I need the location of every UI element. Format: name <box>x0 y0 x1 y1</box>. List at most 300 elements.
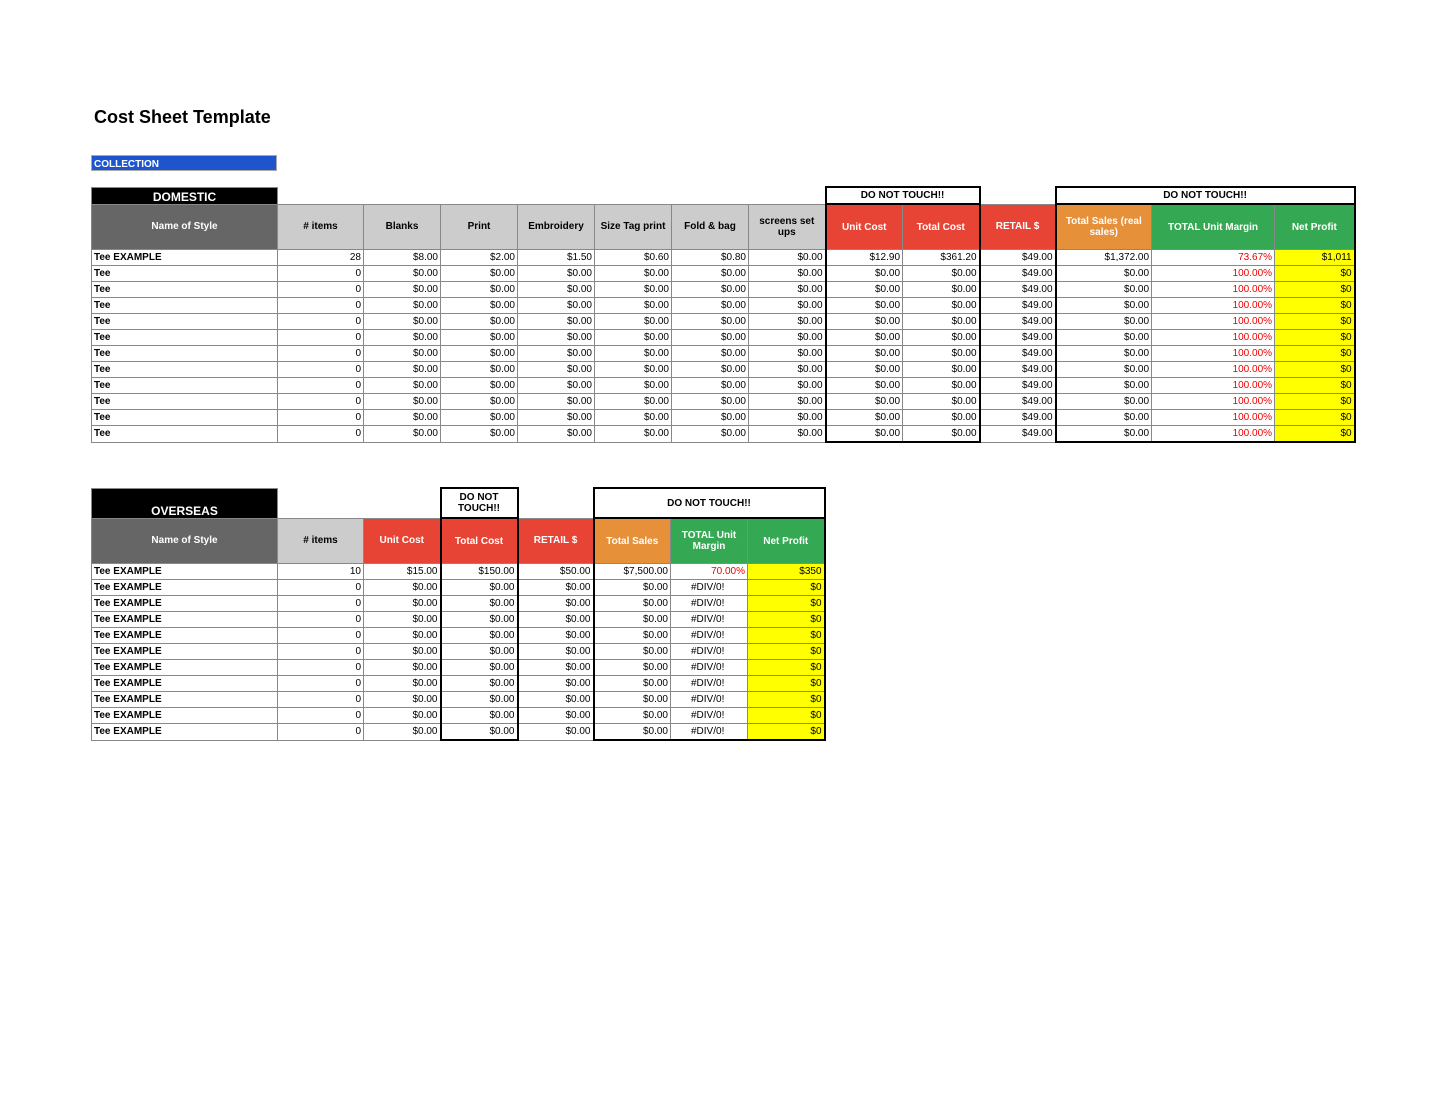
table-cell[interactable]: 100.00% <box>1152 346 1275 362</box>
table-cell[interactable]: $0 <box>1275 362 1355 378</box>
column-header[interactable]: Print <box>441 204 518 250</box>
table-row <box>92 628 825 644</box>
table-cell[interactable]: $0.00 <box>518 692 594 708</box>
column-header[interactable]: screens set ups <box>749 204 826 250</box>
table-cell[interactable]: $0.00 <box>364 378 441 394</box>
table-cell[interactable]: $0.00 <box>594 596 671 612</box>
table-cell[interactable]: Tee EXAMPLE <box>92 628 278 644</box>
table-cell[interactable]: 0 <box>278 580 364 596</box>
table-cell[interactable]: $0 <box>748 724 825 741</box>
table-cell[interactable]: $0.00 <box>364 346 441 362</box>
table-cell[interactable]: $49.00 <box>980 394 1056 410</box>
table-cell[interactable]: $0.00 <box>441 724 518 741</box>
table-cell[interactable]: $0.00 <box>749 346 826 362</box>
table-cell[interactable]: $0.00 <box>441 708 518 724</box>
table-cell[interactable]: $0.00 <box>749 266 826 282</box>
table-cell[interactable]: $0.00 <box>364 708 441 724</box>
table-cell[interactable]: 100.00% <box>1152 426 1275 443</box>
table-cell[interactable]: $0.00 <box>441 266 518 282</box>
table-cell[interactable]: $49.00 <box>980 426 1056 443</box>
table-cell[interactable]: $0.00 <box>749 378 826 394</box>
table-cell[interactable]: 0 <box>278 612 364 628</box>
table-cell[interactable]: $0.00 <box>594 628 671 644</box>
table-cell[interactable]: $0.00 <box>518 708 594 724</box>
table-cell[interactable]: $0.00 <box>749 282 826 298</box>
table-cell[interactable]: $0.00 <box>441 362 518 378</box>
table-cell[interactable]: $0.00 <box>441 676 518 692</box>
overseas-table <box>91 487 826 741</box>
table-cell[interactable]: $0.00 <box>595 282 672 298</box>
table-cell[interactable]: $0.00 <box>672 330 749 346</box>
column-header[interactable]: Total Sales (real sales) <box>1056 204 1152 250</box>
table-cell[interactable]: #DIV/0! <box>671 644 748 660</box>
table-cell[interactable]: $0.00 <box>595 378 672 394</box>
table-cell[interactable]: $0.00 <box>594 612 671 628</box>
table-cell[interactable]: 100.00% <box>1152 378 1275 394</box>
table-cell[interactable]: $0.00 <box>749 250 826 266</box>
table-cell[interactable]: $0.00 <box>364 660 441 676</box>
table-cell[interactable]: $0.00 <box>826 330 903 346</box>
table-cell[interactable]: $0.00 <box>1056 410 1152 426</box>
table-cell[interactable]: $0.00 <box>441 282 518 298</box>
table-cell[interactable]: $0.00 <box>672 314 749 330</box>
table-cell[interactable]: 10 <box>278 564 364 580</box>
table-cell[interactable]: $0.00 <box>441 330 518 346</box>
table-cell[interactable]: 70.00% <box>671 564 748 580</box>
table-cell[interactable]: $0 <box>748 660 825 676</box>
table-row <box>92 426 1355 443</box>
table-cell[interactable]: $0.00 <box>595 346 672 362</box>
table-cell[interactable]: $0.00 <box>594 676 671 692</box>
table-cell[interactable]: $0.00 <box>594 692 671 708</box>
table-cell[interactable]: 0 <box>278 378 364 394</box>
table-cell[interactable]: $12.90 <box>826 250 903 266</box>
table-cell[interactable]: $0.00 <box>826 362 903 378</box>
table-cell[interactable]: $0.00 <box>1056 394 1152 410</box>
table-cell[interactable]: $0.00 <box>364 410 441 426</box>
table-cell[interactable]: $0.00 <box>518 330 595 346</box>
table-cell[interactable]: $0.00 <box>441 298 518 314</box>
table-cell[interactable]: $0.00 <box>1056 346 1152 362</box>
table-cell[interactable]: $0 <box>748 644 825 660</box>
table-cell[interactable]: 0 <box>278 298 364 314</box>
table-cell[interactable]: $0.00 <box>364 314 441 330</box>
table-cell[interactable]: $0.00 <box>1056 330 1152 346</box>
table-cell[interactable]: $0.00 <box>903 378 980 394</box>
table-cell[interactable]: $0.00 <box>364 426 441 443</box>
table-cell[interactable]: $0 <box>748 612 825 628</box>
table-cell[interactable]: $0.00 <box>441 426 518 443</box>
table-cell[interactable]: $0.00 <box>364 266 441 282</box>
table-row <box>92 692 825 708</box>
table-cell[interactable]: $0.00 <box>826 426 903 443</box>
column-header[interactable]: Name of Style <box>92 204 278 250</box>
table-cell[interactable]: $0.00 <box>903 394 980 410</box>
table-cell[interactable]: $0.00 <box>441 314 518 330</box>
table-cell[interactable]: $0 <box>1275 378 1355 394</box>
table-cell[interactable]: $0.00 <box>364 612 441 628</box>
column-header[interactable]: # items <box>278 518 364 564</box>
table-cell[interactable]: $0.00 <box>518 612 594 628</box>
table-cell[interactable]: #DIV/0! <box>671 612 748 628</box>
table-cell[interactable]: $0.00 <box>903 282 980 298</box>
table-cell[interactable]: $0.00 <box>364 282 441 298</box>
table-cell[interactable]: Tee EXAMPLE <box>92 692 278 708</box>
table-cell[interactable]: $0 <box>1275 266 1355 282</box>
table-cell[interactable]: $0 <box>748 676 825 692</box>
table-row <box>92 596 825 612</box>
table-cell[interactable]: $0.00 <box>672 426 749 443</box>
table-cell[interactable]: 100.00% <box>1152 266 1275 282</box>
table-cell[interactable]: $0.00 <box>903 266 980 282</box>
column-header[interactable]: TOTAL Unit Margin <box>1152 204 1275 250</box>
table-cell[interactable]: 0 <box>278 724 364 741</box>
table-cell[interactable]: $0.00 <box>749 330 826 346</box>
table-cell[interactable]: Tee EXAMPLE <box>92 644 278 660</box>
table-cell[interactable]: $0 <box>748 692 825 708</box>
table-cell[interactable]: $15.00 <box>364 564 441 580</box>
table-cell[interactable]: $0.00 <box>749 394 826 410</box>
table-cell[interactable]: $0.00 <box>518 426 595 443</box>
column-header[interactable]: Total Sales <box>594 518 671 564</box>
table-cell[interactable]: $0.00 <box>595 394 672 410</box>
table-row <box>92 362 1355 378</box>
table-cell[interactable]: Tee EXAMPLE <box>92 708 278 724</box>
table-cell[interactable]: $0.00 <box>595 298 672 314</box>
table-cell[interactable]: Tee <box>92 426 278 443</box>
table-row <box>92 410 1355 426</box>
table-cell[interactable]: 100.00% <box>1152 298 1275 314</box>
column-header[interactable]: Name of Style <box>92 518 278 564</box>
table-cell[interactable]: $0 <box>1275 298 1355 314</box>
table-cell[interactable]: 28 <box>278 250 364 266</box>
table-cell[interactable]: $0.00 <box>749 362 826 378</box>
table-cell[interactable]: $0.00 <box>749 410 826 426</box>
collection-label[interactable]: COLLECTION <box>91 155 277 171</box>
table-cell[interactable]: 0 <box>278 410 364 426</box>
table-cell[interactable]: $0 <box>748 596 825 612</box>
table-cell[interactable]: 0 <box>278 708 364 724</box>
table-cell[interactable]: 0 <box>278 676 364 692</box>
table-cell[interactable]: $0.00 <box>1056 362 1152 378</box>
table-cell[interactable]: $0 <box>1275 330 1355 346</box>
table-cell[interactable]: $0.00 <box>903 426 980 443</box>
table-cell[interactable]: $0.00 <box>826 410 903 426</box>
table-cell[interactable]: $0.00 <box>364 596 441 612</box>
table-cell[interactable]: Tee EXAMPLE <box>92 596 278 612</box>
table-cell[interactable]: $0.00 <box>518 282 595 298</box>
column-header[interactable]: TOTAL Unit Margin <box>671 518 748 564</box>
table-cell[interactable]: $0.00 <box>749 298 826 314</box>
column-header[interactable]: Total Cost <box>903 204 980 250</box>
table-cell[interactable]: $0.00 <box>1056 314 1152 330</box>
table-cell[interactable]: #DIV/0! <box>671 628 748 644</box>
table-cell[interactable]: $0.00 <box>903 362 980 378</box>
table-cell[interactable]: $0.00 <box>518 266 595 282</box>
table-cell[interactable]: 100.00% <box>1152 330 1275 346</box>
column-header[interactable]: Size Tag print <box>595 204 672 250</box>
table-cell[interactable]: 100.00% <box>1152 410 1275 426</box>
table-cell[interactable]: $0.00 <box>364 298 441 314</box>
table-cell[interactable]: $49.00 <box>980 298 1056 314</box>
table-cell[interactable]: $0.00 <box>364 724 441 741</box>
table-row <box>92 378 1355 394</box>
table-cell[interactable]: $0.00 <box>364 676 441 692</box>
table-cell[interactable]: #DIV/0! <box>671 708 748 724</box>
table-cell[interactable]: $0.80 <box>672 250 749 266</box>
table-cell[interactable]: $0.00 <box>903 346 980 362</box>
table-cell[interactable]: 100.00% <box>1152 362 1275 378</box>
table-cell[interactable]: 100.00% <box>1152 282 1275 298</box>
column-header[interactable]: Embroidery <box>518 204 595 250</box>
table-cell[interactable]: $0.00 <box>518 346 595 362</box>
table-cell[interactable]: $0.00 <box>672 410 749 426</box>
table-cell[interactable]: Tee EXAMPLE <box>92 564 278 580</box>
table-cell[interactable]: 0 <box>278 346 364 362</box>
table-cell[interactable]: $0.00 <box>672 298 749 314</box>
table-cell[interactable]: $0.00 <box>595 314 672 330</box>
table-cell[interactable]: $0.00 <box>672 282 749 298</box>
table-cell[interactable]: $0.00 <box>518 298 595 314</box>
table-cell[interactable]: $0.00 <box>594 580 671 596</box>
table-cell[interactable]: 0 <box>278 596 364 612</box>
table-cell[interactable]: Tee EXAMPLE <box>92 580 278 596</box>
table-cell[interactable]: $0.00 <box>826 346 903 362</box>
column-header[interactable]: Unit Cost <box>826 204 903 250</box>
table-cell[interactable]: $49.00 <box>980 362 1056 378</box>
column-header[interactable]: Fold & bag <box>672 204 749 250</box>
table-row <box>92 676 825 692</box>
do-not-touch-label: DO NOT TOUCH!! <box>594 488 825 518</box>
table-cell[interactable]: $150.00 <box>441 564 518 580</box>
table-cell[interactable]: 100.00% <box>1152 314 1275 330</box>
table-cell[interactable]: Tee <box>92 266 278 282</box>
table-cell[interactable]: Tee <box>92 394 278 410</box>
table-cell[interactable]: $0.00 <box>518 724 594 741</box>
table-cell[interactable]: #DIV/0! <box>671 660 748 676</box>
table-cell[interactable]: 0 <box>278 266 364 282</box>
column-header[interactable]: # items <box>278 204 364 250</box>
table-cell[interactable]: $49.00 <box>980 282 1056 298</box>
table-cell[interactable]: $2.00 <box>441 250 518 266</box>
column-header[interactable]: Net Profit <box>1275 204 1355 250</box>
domestic-header-row <box>92 204 1355 250</box>
column-header[interactable]: Blanks <box>364 204 441 250</box>
table-cell[interactable]: $0.00 <box>441 394 518 410</box>
table-cell[interactable]: $0.00 <box>672 362 749 378</box>
table-cell[interactable]: $0.00 <box>518 660 594 676</box>
table-cell[interactable]: $0.00 <box>672 378 749 394</box>
table-cell[interactable]: $0.00 <box>595 266 672 282</box>
table-cell[interactable]: 0 <box>278 692 364 708</box>
table-cell[interactable]: $361.20 <box>903 250 980 266</box>
table-cell[interactable]: $0.00 <box>903 330 980 346</box>
table-cell[interactable]: $0.00 <box>1056 378 1152 394</box>
table-cell[interactable]: $0.00 <box>441 596 518 612</box>
table-cell[interactable]: $0.00 <box>1056 282 1152 298</box>
table-cell[interactable]: $0.00 <box>441 692 518 708</box>
table-row <box>92 612 825 628</box>
table-cell[interactable]: 0 <box>278 314 364 330</box>
table-cell[interactable]: $49.00 <box>980 346 1056 362</box>
table-cell[interactable]: $0.00 <box>518 644 594 660</box>
table-cell[interactable]: $0.00 <box>518 394 595 410</box>
table-cell[interactable]: $0.60 <box>595 250 672 266</box>
table-cell[interactable]: 100.00% <box>1152 394 1275 410</box>
table-cell[interactable]: $0 <box>748 628 825 644</box>
table-cell[interactable]: $0 <box>748 708 825 724</box>
table-cell[interactable]: Tee <box>92 362 278 378</box>
table-cell[interactable]: $0.00 <box>826 378 903 394</box>
table-cell[interactable]: Tee <box>92 298 278 314</box>
table-cell[interactable]: $0.00 <box>595 362 672 378</box>
table-cell[interactable]: 0 <box>278 330 364 346</box>
table-cell[interactable]: Tee <box>92 314 278 330</box>
table-cell[interactable]: 0 <box>278 660 364 676</box>
table-cell[interactable]: $0.00 <box>826 314 903 330</box>
table-cell[interactable]: $1.50 <box>518 250 595 266</box>
table-cell[interactable]: $0.00 <box>364 628 441 644</box>
table-cell[interactable]: $0.00 <box>441 612 518 628</box>
table-cell[interactable]: $0.00 <box>1056 298 1152 314</box>
table-cell[interactable]: $8.00 <box>364 250 441 266</box>
table-cell[interactable]: $0.00 <box>826 266 903 282</box>
table-cell[interactable]: $0.00 <box>518 676 594 692</box>
table-cell[interactable]: #DIV/0! <box>671 580 748 596</box>
table-cell[interactable]: $0.00 <box>441 346 518 362</box>
table-cell[interactable]: $0.00 <box>903 410 980 426</box>
table-cell[interactable]: $0.00 <box>826 298 903 314</box>
table-cell[interactable]: $0.00 <box>364 580 441 596</box>
table-cell[interactable]: 0 <box>278 426 364 443</box>
table-cell[interactable]: Tee <box>92 378 278 394</box>
table-cell[interactable]: Tee <box>92 330 278 346</box>
table-cell[interactable]: $0.00 <box>441 410 518 426</box>
table-cell[interactable]: $49.00 <box>980 266 1056 282</box>
table-cell[interactable]: $0 <box>1275 282 1355 298</box>
table-row <box>92 708 825 724</box>
table-cell[interactable]: $0.00 <box>518 314 595 330</box>
table-cell[interactable]: #DIV/0! <box>671 596 748 612</box>
table-cell[interactable]: $350 <box>748 564 825 580</box>
table-cell[interactable]: $0.00 <box>594 708 671 724</box>
domestic-section-label: DOMESTIC <box>92 187 278 204</box>
table-cell[interactable]: Tee <box>92 410 278 426</box>
table-cell[interactable]: Tee <box>92 282 278 298</box>
table-cell[interactable]: $0.00 <box>518 410 595 426</box>
table-cell[interactable]: 73.67% <box>1152 250 1275 266</box>
table-cell[interactable]: $0.00 <box>364 644 441 660</box>
table-cell[interactable]: $0.00 <box>518 628 594 644</box>
table-cell[interactable]: $0 <box>1275 426 1355 443</box>
table-cell[interactable]: $0.00 <box>903 314 980 330</box>
table-cell[interactable]: $0 <box>1275 314 1355 330</box>
table-cell[interactable]: $0.00 <box>594 644 671 660</box>
table-cell[interactable]: $0.00 <box>364 330 441 346</box>
table-cell[interactable]: $0.00 <box>364 394 441 410</box>
table-cell[interactable]: $49.00 <box>980 314 1056 330</box>
table-cell[interactable]: $0.00 <box>441 644 518 660</box>
table-cell[interactable]: $0.00 <box>903 298 980 314</box>
table-cell[interactable]: 0 <box>278 644 364 660</box>
table-row <box>92 564 825 580</box>
table-cell[interactable]: $7,500.00 <box>594 564 671 580</box>
table-cell[interactable]: $0 <box>1275 346 1355 362</box>
column-header[interactable]: Total Cost <box>441 518 518 564</box>
overseas-header-row <box>92 518 825 564</box>
table-row <box>92 298 1355 314</box>
table-cell[interactable]: Tee EXAMPLE <box>92 724 278 741</box>
table-cell[interactable]: $0.00 <box>441 660 518 676</box>
table-cell[interactable]: #DIV/0! <box>671 676 748 692</box>
table-cell[interactable]: $49.00 <box>980 410 1056 426</box>
table-cell[interactable]: $0.00 <box>595 410 672 426</box>
table-cell[interactable]: $0.00 <box>518 362 595 378</box>
table-row <box>92 282 1355 298</box>
column-header[interactable]: RETAIL $ <box>980 204 1056 250</box>
table-cell[interactable]: $0.00 <box>441 580 518 596</box>
table-row <box>92 644 825 660</box>
table-cell[interactable]: $0.00 <box>594 724 671 741</box>
table-cell[interactable]: $0.00 <box>826 282 903 298</box>
table-cell[interactable]: $0.00 <box>441 628 518 644</box>
table-cell[interactable]: Tee EXAMPLE <box>92 660 278 676</box>
table-cell[interactable]: $0.00 <box>749 314 826 330</box>
table-cell[interactable]: $0.00 <box>518 580 594 596</box>
table-cell[interactable]: 0 <box>278 282 364 298</box>
table-cell[interactable]: $0.00 <box>749 426 826 443</box>
table-cell[interactable]: $0 <box>1275 410 1355 426</box>
table-cell[interactable]: $0.00 <box>1056 266 1152 282</box>
table-cell[interactable]: $0 <box>748 580 825 596</box>
table-cell[interactable]: $0.00 <box>518 596 594 612</box>
table-cell[interactable]: $0.00 <box>672 266 749 282</box>
table-cell[interactable]: $49.00 <box>980 378 1056 394</box>
table-cell[interactable]: $1,011 <box>1275 250 1355 266</box>
table-cell[interactable]: $0.00 <box>595 330 672 346</box>
table-cell[interactable]: $0.00 <box>364 692 441 708</box>
column-header[interactable]: Net Profit <box>748 518 825 564</box>
table-cell[interactable]: Tee EXAMPLE <box>92 250 278 266</box>
table-cell[interactable]: $0.00 <box>441 378 518 394</box>
column-header[interactable]: Unit Cost <box>364 518 441 564</box>
column-header[interactable]: RETAIL $ <box>518 518 594 564</box>
table-cell[interactable]: $0.00 <box>595 426 672 443</box>
table-cell[interactable]: Tee EXAMPLE <box>92 676 278 692</box>
table-cell[interactable]: 0 <box>278 362 364 378</box>
table-cell[interactable]: $0.00 <box>364 362 441 378</box>
table-cell[interactable]: #DIV/0! <box>671 692 748 708</box>
table-cell[interactable]: Tee EXAMPLE <box>92 612 278 628</box>
table-cell[interactable]: 0 <box>278 628 364 644</box>
table-cell[interactable]: Tee <box>92 346 278 362</box>
table-cell[interactable]: $0.00 <box>594 660 671 676</box>
table-cell[interactable]: $0.00 <box>672 394 749 410</box>
table-cell[interactable]: $49.00 <box>980 250 1056 266</box>
table-cell[interactable]: $0.00 <box>672 346 749 362</box>
table-cell[interactable]: #DIV/0! <box>671 724 748 741</box>
table-cell[interactable]: $50.00 <box>518 564 594 580</box>
domestic-table <box>91 186 1356 443</box>
table-cell[interactable]: $0.00 <box>1056 426 1152 443</box>
table-cell[interactable]: $0 <box>1275 394 1355 410</box>
table-cell[interactable]: 0 <box>278 394 364 410</box>
table-cell[interactable]: $49.00 <box>980 330 1056 346</box>
table-cell[interactable]: $0.00 <box>826 394 903 410</box>
table-cell[interactable]: $0.00 <box>518 378 595 394</box>
table-row <box>92 724 825 741</box>
table-cell[interactable]: $1,372.00 <box>1056 250 1152 266</box>
